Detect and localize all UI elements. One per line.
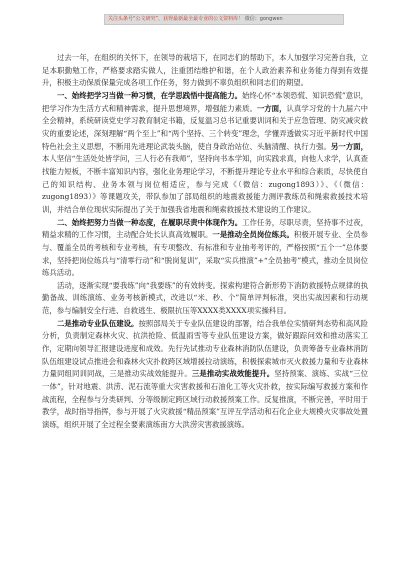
banner-text: 关注头条号“公文研究”，获得最新最全最专业的公文资料库！ bbox=[108, 16, 244, 22]
body-paragraph bbox=[42, 90, 368, 217]
paragraph-text: 参与完成《（微信：zugong1893）》、《（微信：zugong1893）》等课题攻关，带队参加了部局组织的地震救援能力测评教练员和绳索救援技术培训，并结合单位现状实际提出了关于加强我省地震和绳索救援技术建设的工作建议。 bbox=[42, 179, 368, 214]
section-heading: 三是推动实战效能提升。 bbox=[191, 369, 275, 379]
paragraph-text: 认真学习党的十九届六中全会精神，系统研读党史学习教育制定书籍，反复温习总书记重要训词和关于应急管理、防灾减灾救灾的重要论述，深刻理解“两个至上”和“两个坚持、三个转变”理念，学懂弄透做实习近平新时代中国特色社会主义思想，不断用先进理论武装头脑，使自身政治站位、头脑清醒、执行力强。 bbox=[42, 103, 368, 151]
paragraph-text: 活动，逐渐实现“要我练”向“我要练”的有效转变。探索构建符合新形势下消防救援特点规律的执勤备战、训练演练、业务考核新模式，改进以“米、秒、个”简单评判标准，突出实战因素和行动规范，参与编制安全行进、自救逃生、极限抗压等XXXX类XXXX项实操科目。 bbox=[42, 280, 368, 316]
body-paragraph bbox=[42, 52, 368, 90]
section-heading: 一方面， bbox=[256, 103, 287, 113]
section-heading: 一是推动全员岗位练兵。 bbox=[212, 230, 294, 240]
section-heading: 二、始终把努力当做一种态度，在履职尽责中体现作为。 bbox=[57, 217, 243, 227]
paragraph-text: 按照部局关于专业队伍建设的部署，结合我单位实情研判态势和高风险分析，负责制定森林火灾、抗洪抢险、低温雨雪等专业队伍建设方案，做好跟踪问效和推动落实工作，定期向领导汇报建设进度和成效。先行先试推动专业森林消防队伍建设，负责筹备专业森林消防队伍组建设试点推进会和森林火灾扑救跨区域增援拉动演练，积极探索城市灭火救援力量和专业森林力量同组同训同战，三是推动实战效能提升。 bbox=[42, 318, 368, 379]
paragraph-text: 始终心怀“本领恐慌、知识恐慌”意识，把学习作为生活方式和精神需求，提升思想境界，增强能力素质。 bbox=[42, 90, 368, 113]
paragraph-text: 坚持预案、演练、实战“三位一体”，针对地震、洪涝、泥石流等重大灾害救援和石油化工等火灾扑救，按实际编写救援方案和作战流程，全程参与分类研判、分等级制定跨区域行动救援预案工作。反复推演，不断完善，平时用于教学，战时指导指挥，参与开展了火灾救援“精品预案”互评互学活动和石化企业大规模火灾事故处置演练，组织开展了全过程全要素演练南方大洪涝灾害救援演练。 bbox=[42, 369, 368, 430]
paragraph-text: 过去一年，在组织的关怀下，在领导的栽培下，在同志们的帮助下，本人加强学习完善自我，立足本职勤勉工作，严格要求踏实做人，注重团结维护和谐，在个人政治素养和业务能力得到有效提升，积极主动保质保量完成各项工作任务，努力做到不辜负组织和同志们的期望。 bbox=[42, 53, 368, 88]
body-paragraph bbox=[42, 217, 368, 280]
banner-wechat: 微信：gongwen bbox=[244, 16, 283, 22]
section-heading: 另一方面， bbox=[330, 141, 368, 151]
section-heading: 二是推动专业队伍建设。 bbox=[57, 318, 139, 328]
top-banner bbox=[104, 14, 344, 25]
paragraph-text: 积极开展专业、全员参与、覆盖全员的考核和专业考核，有专项整改、有标准和专业抽考考评的，严格按照“五个一”总体要求，坚持把岗位练兵与“清零行动”和“脱岗复训”，采取“实兵推演”+“全员抽考”模式，推动全员岗位练兵活动。 bbox=[42, 230, 368, 278]
paragraph-text: 工作任务，尽职尽责，坚持事不过夜，精益求精的工作习惯，主动配合处长认真高效履职。 bbox=[42, 217, 368, 240]
body-paragraph bbox=[42, 318, 368, 432]
section-heading: 一、始终把学习当做一种习惯，在学思践悟中提高能力。 bbox=[57, 90, 243, 100]
body-paragraph bbox=[42, 280, 368, 318]
document-body bbox=[42, 52, 368, 432]
paragraph-text: 本人坚信“生活处处皆学问，三人行必有我师”，坚持向书本学知，向实践求真，向他人求学，认真查找能力短板，不断丰富知识内容，强化业务理论学习，不断提升理论专业水平和综合素质，尽快使自己的知识结构、业务本领与岗位相适应， bbox=[42, 154, 368, 189]
